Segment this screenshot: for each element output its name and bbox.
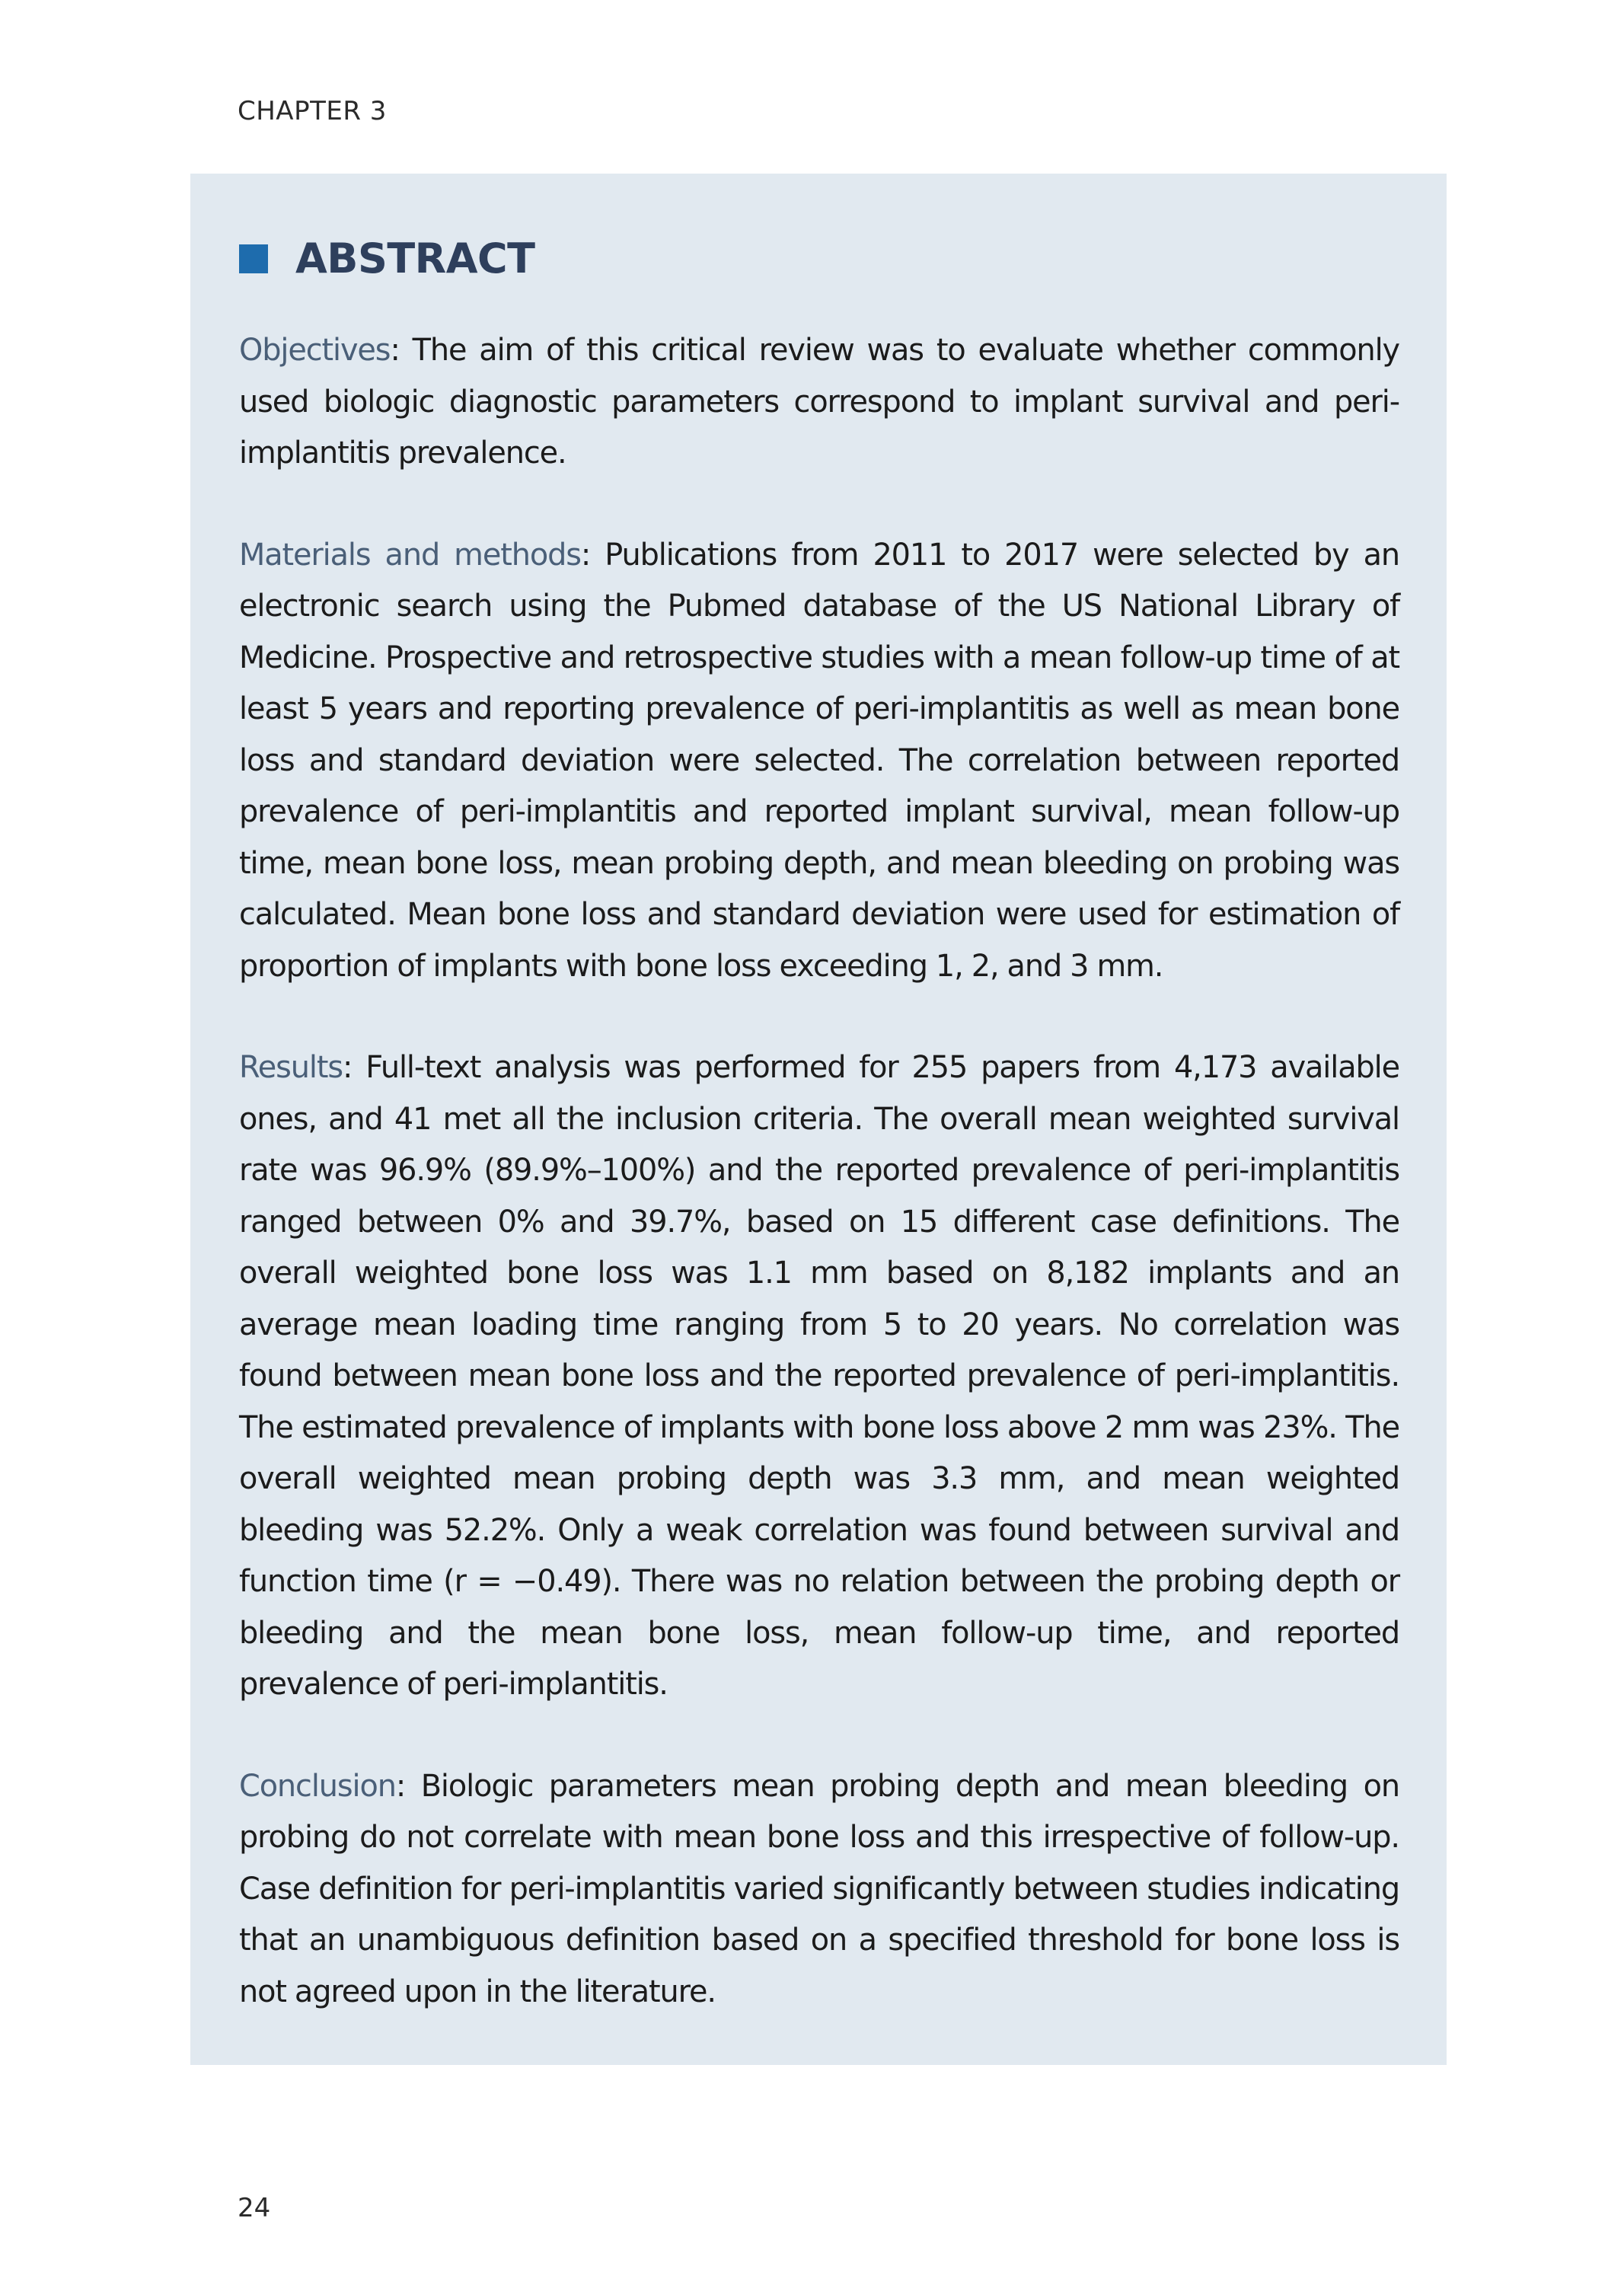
square-bullet-icon — [239, 244, 268, 273]
abstract-title: ABSTRACT — [295, 235, 535, 282]
abstract-box — [190, 174, 1447, 2065]
conclusion-label: Conclusion — [239, 1768, 396, 1804]
results-paragraph: Results: Full-text analysis was performed for 255 papers from 4,173 available ones, and 41 met all the inclusion criteria. The overall mean weighted survival rate was 96.9% (89.9%–100%) and the reported prevalence of peri-implantitis ranged between 0% and 39.7%, based on 15 different case definitions. The overall weighted bone loss was 1.1 mm based on 8,182 implants and an average mean loading time ranging from 5 to 20 years. No correlation was found between mean bone loss and the reported prevalence of peri-implantitis. The estimated prevalence of implants with bone loss above 2 mm was 23%. The overall weighted mean probing depth was 3.3 mm, and mean weighted bleeding was 52.2%. Only a weak correlation was found between survival and function time (r = −0.49). There was no relation between the probing depth or bleeding and the mean bone loss, mean follow-up time, and reported prevalence of peri-implantitis. — [239, 1050, 1400, 1702]
results-text: Full-text analysis was performed for 255 papers from 4,173 available ones, and 41 met all the inclusion criteria. The overall mean weighted survival rate was 96.9% (89.9%–100%) and the reported prevalence of peri-implantitis ranged between 0% and 39.7%, based on 15 different case definitions. The overall weighted bone loss was 1.1 mm based on 8,182 implants and an average mean loading time ranging from 5 to 20 years. No correlation was found between mean bone loss and the reported prevalence of peri-implantitis. The estimated prevalence of implants with bone loss above 2 mm was 23%. The overall weighted mean probing depth was 3.3 mm, and mean weighted bleeding was 52.2%. Only a weak correlation was found between survival and function time (r = −0.49). There was no relation between the probing depth or bleeding and the mean bone loss, mean follow-up time, and reported prevalence of peri-implantitis. — [239, 1050, 1400, 1702]
objectives-paragraph: Objectives: The aim of this critical review was to evaluate whether commonly used biologic diagnostic parameters correspond to implant survival and peri-implantitis prevalence. — [239, 333, 1400, 471]
conclusion-paragraph: Conclusion: Biologic parameters mean probing depth and mean bleeding on probing do not correlate with mean bone loss and this irrespective of follow-up. Case definition for peri-implantitis varied significantly between studies indicating that an unambiguous definition based on a specified threshold for bone loss is not agreed upon in the literature. — [239, 1768, 1399, 2009]
conclusion-text: Biologic parameters mean probing depth and mean bleeding on probing do not correlate with mean bone loss and this irrespective of follow-up. Case definition for peri-implantitis varied significantly between studies indicating that an unambiguous definition based on a specified threshold for bone loss is not agreed upon in the literature. — [239, 1768, 1399, 2009]
page-number: 24 — [238, 2193, 271, 2223]
methods-text: Publications from 2011 to 2017 were selected by an electronic search using the Pubmed database of the US National Library of Medicine. Prospective and retrospective studies with a mean follow-up time of at least 5 years and reporting prevalence of peri-implantitis as well as mean bone loss and standard deviation were selected. The correlation between reported prevalence of peri-implantitis and reported implant survival, mean follow-up time, mean bone loss, mean probing depth, and mean bleeding on probing was calculated. Mean bone loss and standard deviation were used for estimation of proportion of implants with bone loss exceeding 1, 2, and 3 mm. — [239, 537, 1400, 984]
objectives-text: The aim of this critical review was to evaluate whether commonly used biologic diagnostic parameters correspond to implant survival and peri-implantitis prevalence. — [239, 333, 1400, 471]
methods-paragraph: Materials and methods: Publications from 2011 to 2017 were selected by an electronic search using the Pubmed database of the US National Library of Medicine. Prospective and retrospective studies with a mean follow-up time of at least 5 years and reporting prevalence of peri-implantitis as well as mean bone loss and standard deviation were selected. The correlation between reported prevalence of peri-implantitis and reported implant survival, mean follow-up time, mean bone loss, mean probing depth, and mean bleeding on probing was calculated. Mean bone loss and standard deviation were used for estimation of proportion of implants with bone loss exceeding 1, 2, and 3 mm. — [239, 537, 1400, 984]
chapter-label: CHAPTER 3 — [238, 96, 387, 126]
abstract-heading — [239, 235, 1399, 282]
methods-label: Materials and methods — [239, 537, 581, 573]
results-label: Results — [239, 1050, 343, 1085]
objectives-label: Objectives — [239, 333, 391, 368]
